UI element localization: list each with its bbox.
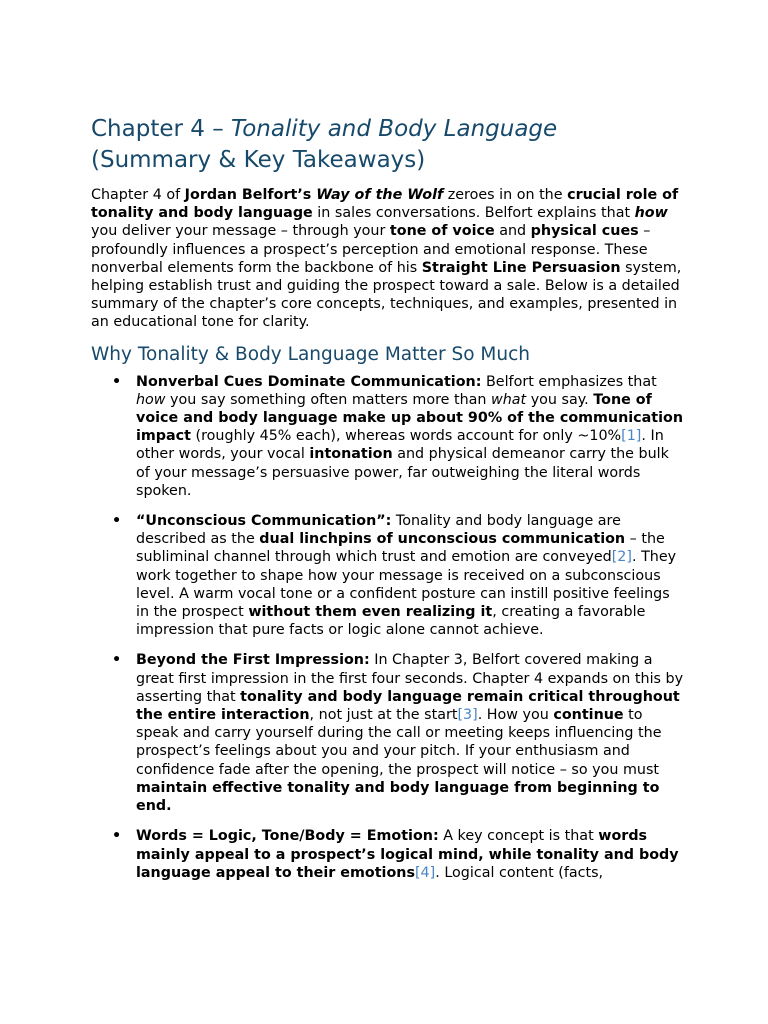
text-run: . In other words, your vocal	[136, 428, 664, 463]
text-run: Way of the Wolf	[316, 187, 444, 203]
text-run: and physical demeanor carry the bulk of your message’s persuasive power, far outweighing the literal words spoken.	[136, 446, 669, 499]
text-run: – profoundly influences a prospect’s perception and emotional response. These nonverbal elements form the backbone of his	[91, 223, 651, 276]
text-run: Tone of voice and body language make up about 90% of the communication impact	[136, 391, 684, 445]
text-run: Chapter 4 of	[91, 187, 185, 203]
document-body	[91, 114, 687, 894]
text-run: Words = Logic, Tone/Body = Emotion:	[136, 828, 439, 845]
citation-link[interactable]: [4]	[414, 864, 436, 881]
citation-link[interactable]: [1]	[621, 428, 642, 445]
bullet-marker: •	[112, 652, 122, 669]
bullet-marker: •	[112, 828, 122, 845]
text-run: maintain effective tonality and body language from beginning to end.	[136, 779, 660, 815]
list-item	[91, 373, 687, 500]
intro-paragraph	[91, 186, 687, 332]
text-run: crucial role of tonality and body language	[91, 187, 679, 222]
text-run: how	[136, 391, 166, 408]
text-run: “Unconscious Communication”:	[136, 513, 392, 530]
text-run: words mainly appeal to a prospect’s logical mind, while tonality and body language appeal to their emotions	[136, 828, 679, 881]
list-item-text	[136, 513, 676, 638]
text-run: , creating a favorable impression that pure facts or logic alone cannot achieve.	[136, 604, 646, 639]
text-run: system, helping establish trust and guiding the prospect toward a sale. Below is a detailed summary of the chapter’s core concepts, techniques, and examples, presented in an educational tone for clarity.	[91, 259, 682, 331]
bullet-marker: •	[112, 373, 122, 390]
list-item-text	[136, 652, 683, 814]
text-run: Belfort emphasizes that	[481, 373, 657, 390]
text-run: , not just at the start	[309, 707, 458, 724]
text-run: intonation	[309, 446, 393, 463]
text-run: physical cues	[530, 223, 639, 240]
text-run: tonality and body language remain critical throughout the entire interaction	[136, 688, 680, 724]
text-run: . How you	[477, 707, 554, 724]
text-run: without them even realizing it	[248, 604, 493, 621]
text-run: you say.	[526, 391, 594, 408]
text-run: in sales conversations. Belfort explains that	[312, 205, 635, 222]
text-run: In Chapter 3, Belfort covered making a great first impression in the first four seconds. Chapter 4 expands on this by asserting that	[136, 652, 684, 705]
text-run: what	[491, 391, 527, 408]
citation-link[interactable]: [3]	[457, 707, 478, 724]
text-run: (roughly 45% each), whereas words account for only ~10%	[191, 428, 622, 445]
citation-link[interactable]: [2]	[611, 549, 632, 566]
text-run: dual linchpins of unconscious communication	[259, 531, 626, 548]
text-run: . They work together to shape how your message is received on a subconscious level. A warm vocal tone or a confident posture can instill positive feelings in the prospect	[136, 549, 677, 621]
text-run: continue	[553, 707, 624, 724]
list-item	[91, 651, 687, 815]
text-run: you say something often matters more than	[165, 391, 492, 408]
text-run: you deliver your message – through your	[91, 223, 390, 240]
chapter-title	[91, 114, 687, 176]
list-item	[91, 512, 687, 639]
text-run: to speak and carry yourself during the call or meeting keeps influencing the prospect’s feelings about you and your pitch. If your enthusiasm and confidence fade after the opening, the prospect will notice – so you must	[136, 707, 662, 778]
text-run: and	[494, 223, 531, 240]
text-run: how	[634, 205, 668, 222]
text-run: A key concept is that	[438, 828, 599, 845]
text-run: Nonverbal Cues Dominate Communication:	[136, 373, 482, 390]
chapter-title-suffix: (Summary & Key Takeaways)	[91, 147, 426, 173]
chapter-title-italic: Tonality and Body Language	[231, 116, 558, 142]
text-run: zeroes in on the	[443, 187, 568, 203]
chapter-title-prefix: Chapter 4 –	[91, 116, 232, 142]
text-run: Beyond the First Impression:	[136, 652, 370, 669]
list-item-text	[136, 374, 683, 499]
list-item-text	[136, 828, 679, 880]
bullet-list	[91, 373, 687, 882]
section-title: Why Tonality & Body Language Matter So Much	[91, 343, 531, 365]
text-run: Straight Line Persuasion	[421, 259, 621, 276]
text-run: . Logical content (facts,	[435, 864, 604, 881]
bullet-marker: •	[112, 513, 122, 530]
text-run: Tonality and body language are described as the	[136, 513, 621, 548]
list-item	[91, 827, 687, 882]
text-run: Jordan Belfort’s	[184, 187, 317, 203]
text-run: – the subliminal channel through which trust and emotion are conveyed	[136, 531, 665, 566]
text-run: tone of voice	[389, 223, 495, 240]
